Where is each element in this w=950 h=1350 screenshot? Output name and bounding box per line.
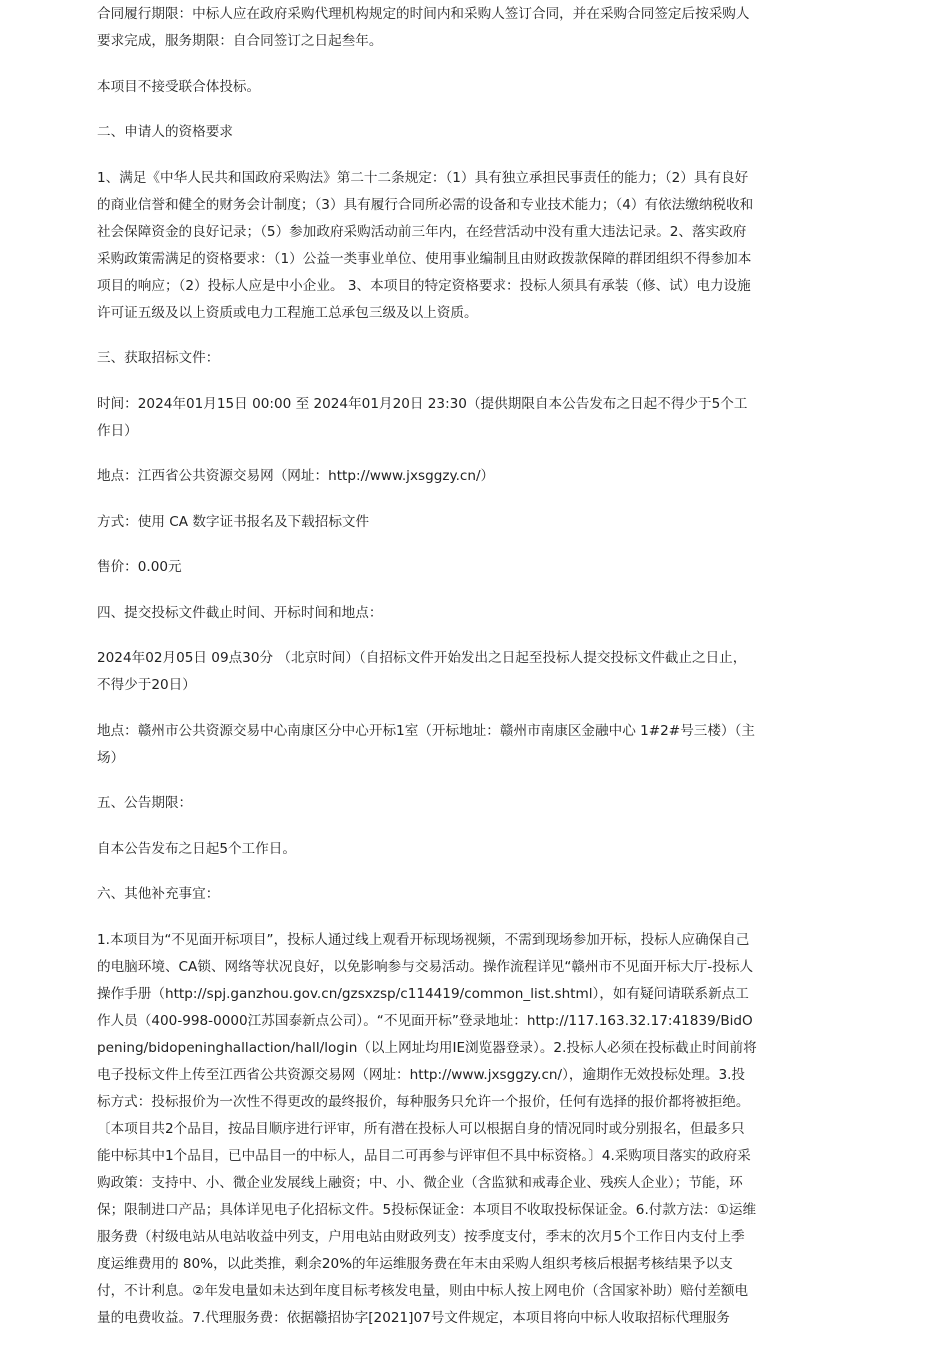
no-consortium-text: 本项目不接受联合体投标。 [97, 78, 261, 95]
section-heading-submission-deadline: 四、提交投标文件截止时间、开标时间和地点： [97, 604, 383, 621]
deadline-time-text: 2024年02月05日 09点30分 （北京时间）（自招标文件开始发出之日起至投标人提交投标文件截止之日止，不得少于20日） [97, 650, 747, 693]
section-heading-announcement-period: 五、公告期限： [97, 795, 193, 811]
obtain-location-text: 地点：江西省公共资源交易网（网址：http://www.jxsggzy.cn/） [97, 468, 495, 484]
other-matters-text: 1.本项目为“不见面开标项目”，投标人通过线上观看开标现场视频，不需到现场参加开标，投标人应确保自己的电脑环境、CA锁、网络等状况良好，以免影响参与交易活动。操作流程详见“赣州市不见面开标大厅-投标人操作手册（http://spj.ganzhou.gov.cn/gzsxzsp/c114419/common_list.shtml），如有疑问请联系新点工作人员（400-998-0000江苏国泰新点公司）。“不见面开标”登录地址：http://117.163.32.17:41839/BidOpening/bidopeninghallaction/hall/login（以上网址均用IE浏览器登录）。2.投标人必须在投标截止时间前将电子投标文件上传至江西省公共资源交易网（网址：http://www.jxsggzy.cn/），逾期作无效投标处理。3.投标方式：投标报价为一次性不得更改的最终报价，每种服务只允许一个报价，任何有选择的报价都将被拒绝。〔本项目共2个品目，按品目顺序进行评审，所有潜在投标人可以根据自身的情况同时或分别报名，但最多只能中标其中1个品目，已中品目一的中标人，品目二可再参与评审但不具中标资格。〕4.采购项目落实的政府采购政策：支持中、小、微企业发展线上融资；中、小、微企业（含监狱和戒毒企业、残疾人企业）；节能，环保；限制进口产品；具体详见电子化招标文件。5投标保证金：本项目不收取投标保证金。6.付款方法：①运维服务费（村级电站从电站收益中列支，户用电站由财政列支）按季度支付，季末的次月5个工作日内支付上季度运维费用的 80%，以此类推，剩余20%的年运维服务费在年末由采购人组织考核后根据考核结果予以支付，不计利息。②年发电量如未达到年度目标考核发电量，则由中标人按上网电价（含国家补助）赔付差额电量的电费收益。7.代理服务费：依据赣招协字[2021]07号文件规定，本项目将向中标人收取招标代理服务 [97, 931, 757, 1326]
obtain-method-text: 方式：使用 CA 数字证书报名及下载招标文件 [97, 513, 370, 530]
announcement-period-text: 自本公告发布之日起5个工作日。 [97, 840, 296, 857]
contract-period-text: 合同履行期限：中标人应在政府采购代理机构规定的时间内和采购人签订合同，并在采购合同签定后按采购人要求完成，服务期限：自合同签订之日起叁年。 [97, 6, 750, 49]
section-heading-obtain-documents: 三、获取招标文件： [97, 350, 220, 366]
opening-location-text: 地点：赣州市公共资源交易中心南康区分中心开标1室（开标地址：赣州市南康区金融中心 1#2#号三楼）（主场） [97, 722, 755, 766]
obtain-time-text: 时间：2024年01月15日 00:00 至 2024年01月20日 23:30（提供期限自本公告发布之日起不得少于5个工作日） [97, 395, 748, 439]
section-heading-other-matters: 六、其他补充事宜： [97, 886, 220, 902]
qualification-requirements-text: 1、满足《中华人民共和国政府采购法》第二十二条规定：（1）具有独立承担民事责任的能力；（2）具有良好的商业信誉和健全的财务会计制度；（3）具有履行合同所必需的设备和专业技术能力；（4）有依法缴纳税收和社会保障资金的良好记录；（5）参加政府采购活动前三年内，在经营活动中没有重大违法记录。2、落实政府采购政策需满足的资格要求：（1）公益一类事业单位、使用事业编制且由财政拨款保障的群团组织不得参加本项目的响应；（2）投标人应是中小企业。 3、本项目的特定资格要求：投标人须具有承装（修、试）电力设施许可证五级及以上资质或电力工程施工总承包三级及以上资质。 [97, 169, 754, 321]
document-body [97, 1, 757, 1350]
section-heading-qualifications: 二、申请人的资格要求 [97, 124, 233, 140]
price-text: 售价：0.00元 [97, 559, 182, 575]
